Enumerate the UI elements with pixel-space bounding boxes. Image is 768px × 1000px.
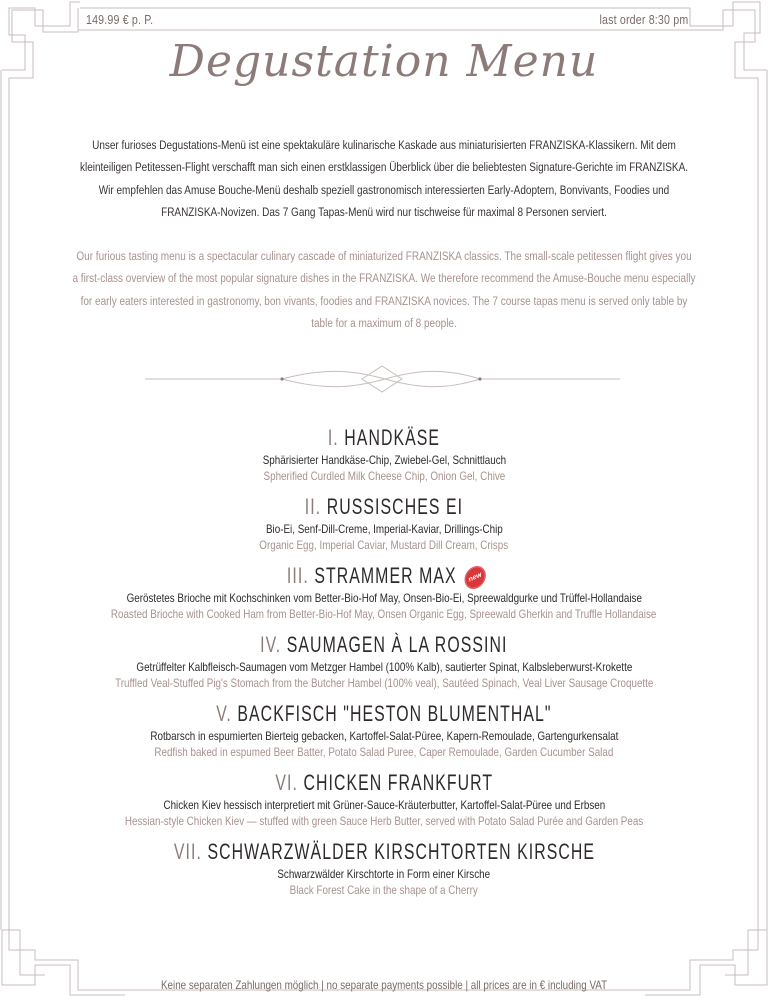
dish-name: RUSSISCHES EI: [326, 494, 464, 519]
dish-german-text: Chicken Kiev hessisch interpretiert mit Grüner-Sauce-Kräuterbutter, Kartoffel-Salat-Püree und Erbsen: [163, 798, 605, 812]
dish-description-german: [0, 866, 768, 882]
ornamental-divider: [140, 364, 630, 394]
dish-item: [0, 700, 768, 760]
dish-english-text: Redfish baked in espumed Beer Batter, Potato Salad Puree, Caper Remoulade, Garden Cucumber Salad: [154, 745, 614, 759]
last-order-time: last order 8:30 pm: [599, 12, 688, 27]
dish-item: [0, 631, 768, 691]
dish-english-text: Black Forest Cake in the shape of a Cherry: [289, 883, 479, 897]
new-badge-icon: new: [464, 564, 486, 590]
intro-english-text: Our furious tasting menu is a spectacular culinary cascade of miniaturized FRANZISKA classics. The small-scale petitessen flight gives you a first-class overview of the most popular signature dishes in the FRANZISKA. We therefore recommend the Amuse-Bouche menu especially for early eaters interested in gastronomy, bon vivants, foodies and FRANZISKA novices. The 7 course tapas menu is served only table by table for a maximum of 8 people.: [72, 249, 696, 330]
dish-description-german: [0, 659, 768, 675]
dish-title: [328, 424, 440, 452]
dish-number: II.: [304, 494, 322, 519]
dish-german-text: Geröstetes Brioche mit Kochschinken vom Better-Bio-Hof May, Onsen-Bio-Ei, Spreewaldgurke und Trüffel-Hollandaise: [126, 591, 642, 605]
dish-german-text: Rotbarsch in espumierten Bierteig gebacken, Kartoffel-Salat-Püree, Kapern-Remoulade, Gartengurkensalat: [149, 729, 619, 743]
dish-description-english: [0, 744, 768, 760]
dish-description-german: [0, 452, 768, 468]
dish-name: BACKFISCH "HESTON BLUMENTHAL": [237, 701, 552, 726]
dish-english-text: Truffled Veal-Stuffed Pig's Stomach from the Butcher Hambel (100% veal), Sautéed Spinach, Veal Liver Sausage Croquette: [114, 676, 654, 690]
dish-title: [260, 631, 507, 659]
dish-number: I.: [327, 425, 339, 450]
dish-description-german: [0, 728, 768, 744]
dish-german-text: Sphärisierter Handkäse-Chip, Zwiebel-Gel, Schnittlauch: [262, 453, 506, 467]
dish-english-text: Roasted Brioche with Cooked Ham from Better-Bio-Hof May, Onsen Organic Egg, Spreewald Gherkin and Truffle Hollandaise: [111, 607, 657, 621]
dish-list: [0, 424, 768, 907]
dish-number: III.: [286, 563, 309, 588]
dish-description-english: [0, 675, 768, 691]
dish-number: IV.: [260, 632, 282, 657]
intro-german-text: Unser furioses Degustations-Menü ist eine spektakuläre kulinarische Kaskade aus miniaturisierten FRANZISKA-Klassikern. Mit dem kleinteiligen Petitessen-Flight verschafft man sich einen erstklassigen Überblick über die beliebtesten Signature-Gerichte im FRANZISKA. Wir empfehlen das Amuse Bouche-Menü deshalb speziell gastronomisch interessierten Early-Adoptern, Bonvivants, Foodies und FRANZISKA-Novizen. Das 7 Gang Tapas-Menü wird nur tischweise für maximal 8 Personen serviert.: [79, 138, 689, 219]
dish-number: VI.: [275, 770, 298, 795]
price-per-person: 149.99 € p. P.: [86, 12, 154, 27]
dish-description-german: [0, 590, 768, 606]
dish-number: V.: [216, 701, 232, 726]
dish-description-english: [0, 813, 768, 829]
dish-description-english: [0, 882, 768, 898]
dish-title: [275, 769, 493, 797]
dish-german-text: Schwarzwälder Kirschtorte in Form einer Kirsche: [277, 867, 491, 881]
page-title: Degustation Menu: [169, 36, 599, 87]
dish-german-text: Bio-Ei, Senf-Dill-Creme, Imperial-Kaviar, Drillings-Chip: [265, 522, 503, 536]
dish-english-text: Hessian-style Chicken Kiev — stuffed with green Sauce Herb Butter, served with Potato Salad Purée and Garden Peas: [124, 814, 644, 828]
dish-german-text: Getrüffelter Kalbfleisch-Saumagen vom Metzger Hambel (100% Kalb), sautierter Spinat, Kalbsleberwurst-Krokette: [136, 660, 632, 674]
dish-title: [305, 493, 463, 521]
dish-item: [0, 562, 768, 622]
dish-number: VII.: [173, 839, 202, 864]
dish-description-english: [0, 606, 768, 622]
dish-description-english: [0, 537, 768, 553]
dish-title: [216, 700, 551, 728]
footer-note-text: Keine separaten Zahlungen möglich | no separate payments possible | all prices are in € including VAT: [160, 978, 608, 992]
dish-description-german: [0, 797, 768, 813]
dish-english-text: Organic Egg, Imperial Caviar, Mustard Dill Cream, Crisps: [259, 538, 509, 552]
intro-english: [70, 245, 698, 334]
dish-title: [173, 838, 594, 866]
dish-name: CHICKEN FRANKFURT: [303, 770, 493, 795]
dish-name: SCHWARZWÄLDER KIRSCHTORTEN KIRSCHE: [206, 839, 595, 864]
dish-description-german: [0, 521, 768, 537]
dish-item: [0, 838, 768, 898]
dish-name: STRAMMER MAX: [313, 563, 457, 588]
dish-title: [287, 562, 482, 590]
dish-item: [0, 769, 768, 829]
intro-german: [70, 134, 698, 223]
dish-name: SAUMAGEN À LA ROSSINI: [286, 632, 508, 657]
dish-english-text: Spherified Curdled Milk Cheese Chip, Onion Gel, Chive: [263, 469, 505, 483]
dish-name: HANDKÄSE: [344, 425, 441, 450]
dish-item: [0, 493, 768, 553]
dish-description-english: [0, 468, 768, 484]
footer-note: [0, 978, 768, 992]
dish-item: [0, 424, 768, 484]
